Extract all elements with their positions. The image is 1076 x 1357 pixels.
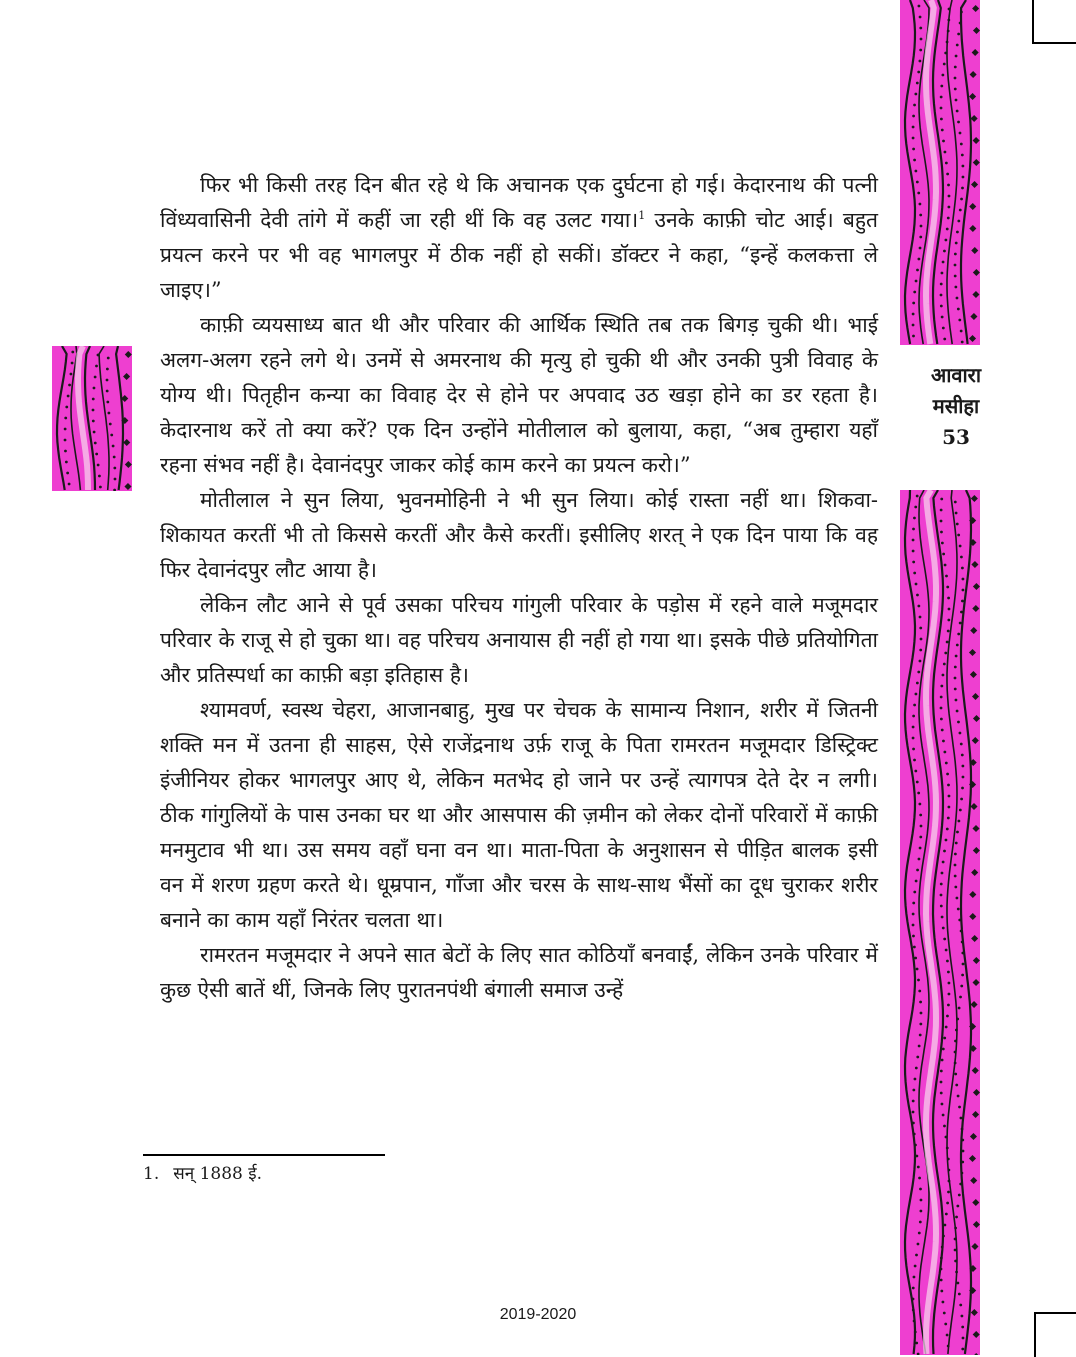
paragraph: रामरतन मजूमदार ने अपने सात बेटों के लिए सात कोठियाँ बनवाईं, लेकिन उनके परिवार में कुछ ऐसी बातें थीं, जिनके लिए पुरातनपंथी बंगाली समाज उन्हें: [160, 943, 878, 1002]
chapter-label: [906, 360, 1006, 453]
chapter-title-line2: मसीहा: [932, 394, 980, 418]
footnote-rule: [143, 1154, 385, 1156]
footnote-number: 1.: [143, 1164, 160, 1184]
decorative-border-right: [900, 490, 980, 1355]
paragraph: लेकिन लौट आने से पूर्व उसका परिचय गांगुली परिवार के पड़ोस में रहने वाले मजूमदार परिवार के राजू से हो चुका था। वह परिचय अनायास ही नहीं हो गया था। इसके पीछे प्रतियोगिता और प्रतिस्पर्धा का काफ़ी बड़ा इतिहास है।: [160, 593, 878, 687]
paragraph: श्यामवर्ण, स्वस्थ चेहरा, आजानबाहु, मुख पर चेचक के सामान्य निशान, शरीर में जितनी शक्ति मन में उतना ही साहस, ऐसे राजेंद्रनाथ उर्फ़ राजू के पिता रामरतन मजूमदार डिस्ट्रिक्ट इंजीनियर होकर भागलपुर आए थे, लेकिन मतभेद हो जाने पर उन्हें त्यागपत्र देते देर न लगी। ठीक गांगुलियों के पास उनका घर था और आसपास की ज़मीन को लेकर दोनों परिवारों में काफ़ी मनमुटाव भी था। उस समय वहाँ घना वन था। माता-पिता के अनुशासन से पीड़ित बालक इसी वन में शरण ग्रहण करते थे। धूम्रपान, गाँजा और चरस के साथ-साथ भैंसों का दूध चुराकर शरीर बनाने का काम यहाँ निरंतर चलता था।: [160, 698, 878, 932]
footnote-text: सन् 1888 ई.: [173, 1164, 262, 1184]
body-text: [160, 168, 878, 1008]
footnote-ref: 1: [638, 209, 646, 222]
paragraph: काफ़ी व्ययसाध्य बात थी और परिवार की आर्थिक स्थिति तब तक बिगड़ चुकी थी। भाई अलग-अलग रहने लगे थे। उनमें से अमरनाथ की मृत्यु हो चुकी थी और उनकी पुत्री विवाह के योग्य थी। पितृहीन कन्या का विवाह देर से होने पर अपवाद उठ खड़ा होने का डर रहता है। केदारनाथ करें तो क्या करें? एक दिन उन्होंने मोतीलाल को बुलाया, कहा, “अब तुम्हारा यहाँ रहना संभव नहीं है। देवानंदपुर जाकर कोई काम करने का प्रयत्न करो।”: [160, 313, 878, 477]
decorative-border-top: [900, 0, 980, 345]
chapter-title-line1: आवारा: [930, 363, 982, 387]
paragraph: मोतीलाल ने सुन लिया, भुवनमोहिनी ने भी सुन लिया। कोई रास्ता नहीं था। शिकवा-शिकायत करतीं भी तो किससे करतीं और कैसे करतीं। इसीलिए शरत् ने एक दिन पाया कि वह फिर देवानंदपुर लौट आया है।: [160, 488, 878, 582]
paragraph: फिर भी किसी तरह दिन बीत रहे थे कि अचानक एक दुर्घटना हो गई। केदारनाथ की पत्नी विंध्यवासिनी देवी तांगे में कहीं जा रही थीं कि वह उलट गया।$^1$ उनके काफ़ी चोट आई। बहुत प्रयत्न करने पर भी वह भागलपुर में ठीक नहीं हो सकीं। डॉक्टर ने कहा, “इन्हें कलकत्ता ले जाइए।”: [160, 173, 878, 302]
edition-year: 2019-2020: [499, 1306, 577, 1323]
footnote: [143, 1162, 276, 1186]
page-number: 53: [942, 425, 970, 449]
decorative-border-left: [52, 346, 132, 491]
crop-mark-top: [1032, 0, 1076, 44]
